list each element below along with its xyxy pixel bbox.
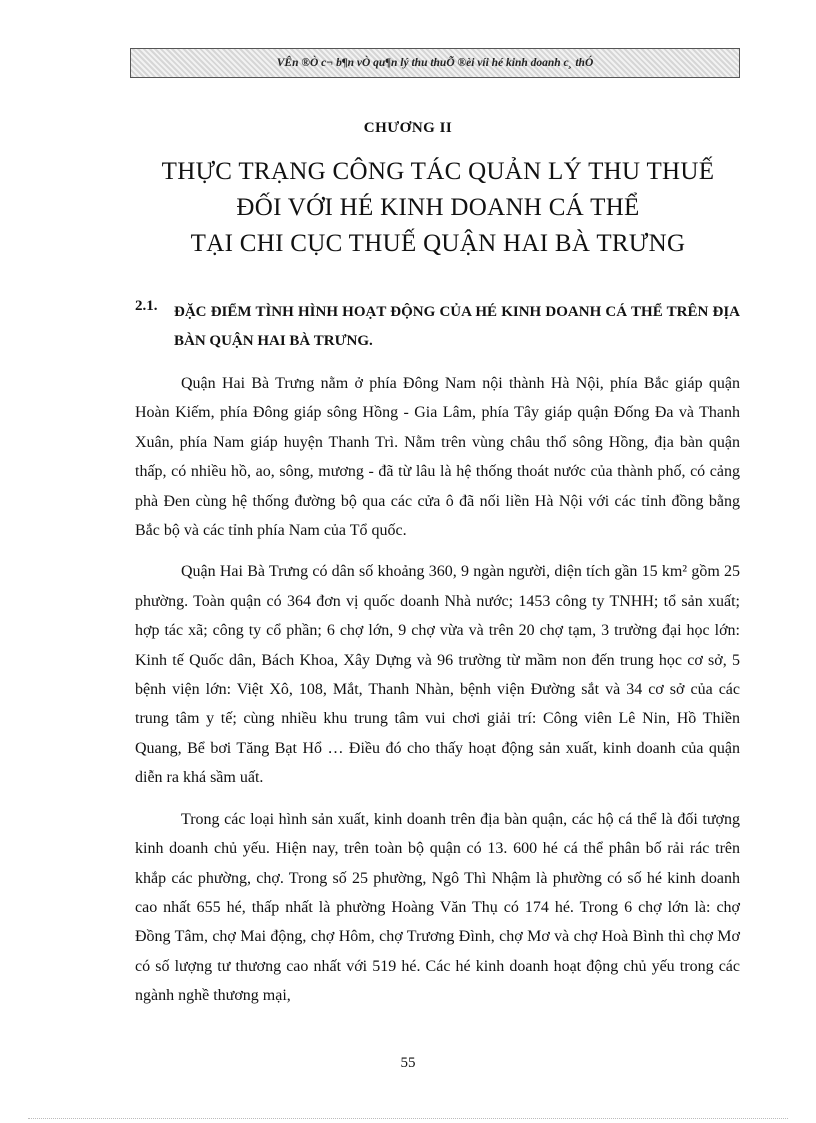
paragraph: Trong các loại hình sản xuất, kinh doanh trên địa bàn quận, các hộ cá thể là đối tượng kinh doanh chủ yếu. Hiện nay, trên toàn bộ quận có 13. 600 hé cá thể phân bố rải rác trên khắp các phường, chợ. Trong số 25 phường, Ngô Thì Nhậm là phường có số hé kinh doanh cao nhất 655 hé, thấp nhất là phường Hoàng Văn Thụ có 174 hé. Trong 6 chợ lớn là: chợ Đồng Tâm, chợ Mai động, chợ Hôm, chợ Trương Đình, chợ Mơ và chợ Hoà Bình thì chợ Mơ có số lượng tư thương cao nhất với 519 hé. Các hé kinh doanh hoạt động chủ yếu trong các ngành nghề thương mại, — [135, 810, 740, 1005]
body-text — [135, 369, 740, 1023]
chapter-title — [0, 154, 816, 262]
chapter-title-line: ĐỐI VỚI HÉ KINH DOANH CÁ THỂ — [236, 194, 640, 221]
section-heading: ĐẶC ĐIỂM TÌNH HÌNH HOẠT ĐỘNG CỦA HÉ KINH DOANH CÁ THỂ TRÊN ĐỊA BÀN QUẬN HAI BÀ TRƯNG. — [174, 304, 740, 349]
bottom-divider — [28, 1118, 788, 1119]
running-header — [130, 48, 740, 78]
paragraph: Quận Hai Bà Trưng nằm ở phía Đông Nam nội thành Hà Nội, phía Bắc giáp quận Hoàn Kiếm, phía Đông giáp sông Hồng - Gia Lâm, phía Tây giáp quận Đống Đa và Thanh Xuân, phía Nam giáp huyện Thanh Trì. Nằm trên vùng châu thổ sông Hồng, địa bàn quận thấp, có nhiều hồ, ao, sông, mương - đã từ lâu là hệ thống thoát nước của thành phố, có cảng phà Đen cùng hệ thống đường bộ qua các cửa ô đã nối liền Hà Nội với các tỉnh đồng bằng Bắc bộ và các tỉnh phía Nam của Tổ quốc. — [135, 375, 740, 540]
running-header-text: VÊn ®Ò c¬ b¶n vÒ qu¶n lý thu thuÕ ®èi víi hé kinh doanh c¸ thÓ — [276, 57, 594, 69]
chapter-label: CHƯƠNG II — [363, 120, 453, 136]
paragraph: Quận Hai Bà Trưng có dân số khoảng 360, 9 ngàn người, diện tích gần 15 km² gồm 25 phường. Toàn quận có 364 đơn vị quốc doanh Nhà nước; 1453 công ty TNHH; tổ sản xuất; hợp tác xã; công ty cổ phần; 6 chợ lớn, 9 chợ vừa và trên 20 chợ tạm, 3 trường đại học lớn: Kinh tế Quốc dân, Bách Khoa, Xây Dựng và 96 trường từ mầm non đến trung học cơ sở, 5 bệnh viện lớn: Việt Xô, 108, Mắt, Thanh Nhàn, bệnh viện Đường sắt và 34 cơ sở của các trung tâm y tế; cùng nhiều khu trung tâm vui chơi giải trí: Công viên Lê Nin, Hồ Thiền Quang, Bể bơi Tăng Bạt Hổ … Điều đó cho thấy hoạt động sản xuất, kinh doanh của quận diễn ra khá sầm uất. — [135, 563, 740, 787]
chapter-title-line: TẠI CHI CỤC THUẾ QUẬN HAI BÀ TRƯNG — [190, 230, 686, 257]
page-number: 55 — [400, 1055, 416, 1071]
chapter-title-line: THỰC TRẠNG CÔNG TÁC QUẢN LÝ THU THUẾ — [161, 158, 715, 185]
section-number: 2.1. — [135, 298, 158, 314]
section-header — [135, 298, 740, 356]
